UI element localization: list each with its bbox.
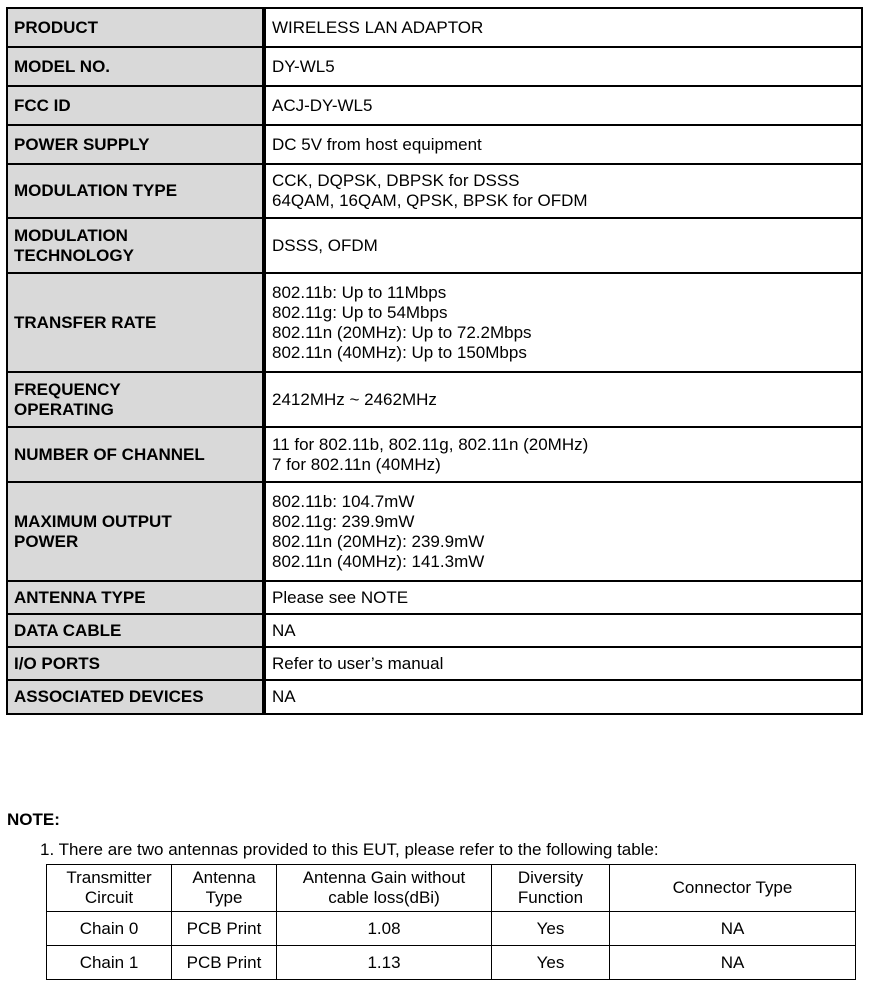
column-header: Transmitter Circuit xyxy=(47,865,172,912)
table-cell: PCB Print xyxy=(172,946,277,980)
spec-label: MODULATION TYPE xyxy=(7,164,264,218)
spec-value: 802.11b: 104.7mW 802.11g: 239.9mW 802.11n (20MHz): 239.9mW 802.11n (40MHz): 141.3mW xyxy=(264,482,862,581)
specification-table xyxy=(6,7,863,715)
spec-value: ACJ-DY-WL5 xyxy=(264,86,862,125)
spec-row-maximum-output-power xyxy=(7,482,862,581)
table-cell: PCB Print xyxy=(172,912,277,946)
spec-value: DY-WL5 xyxy=(264,47,862,86)
spec-label: PRODUCT xyxy=(7,8,264,47)
spec-value: DC 5V from host equipment xyxy=(264,125,862,164)
spec-label: ASSOCIATED DEVICES xyxy=(7,680,264,714)
spec-row-transfer-rate xyxy=(7,273,862,372)
column-header: Antenna Gain without cable loss(dBi) xyxy=(277,865,492,912)
spec-value: Please see NOTE xyxy=(264,581,862,614)
antenna-table xyxy=(46,864,856,980)
spec-label: MODULATION TECHNOLOGY xyxy=(7,218,264,273)
spec-label: FREQUENCY OPERATING xyxy=(7,372,264,427)
antenna-table-header xyxy=(47,865,856,912)
spec-label: DATA CABLE xyxy=(7,614,264,647)
table-cell: NA xyxy=(610,946,856,980)
table-cell: Chain 0 xyxy=(47,912,172,946)
spec-label: TRANSFER RATE xyxy=(7,273,264,372)
spec-value: NA xyxy=(264,680,862,714)
spec-row-product xyxy=(7,8,862,47)
spec-row-fcc-id xyxy=(7,86,862,125)
table-row xyxy=(47,912,856,946)
spec-label: MAXIMUM OUTPUT POWER xyxy=(7,482,264,581)
spec-value: 2412MHz ~ 2462MHz xyxy=(264,372,862,427)
spec-label: NUMBER OF CHANNEL xyxy=(7,427,264,482)
spec-value: WIRELESS LAN ADAPTOR xyxy=(264,8,862,47)
spec-row-model-no xyxy=(7,47,862,86)
spec-label: I/O PORTS xyxy=(7,647,264,680)
table-cell: Chain 1 xyxy=(47,946,172,980)
table-cell: Yes xyxy=(492,946,610,980)
spec-value: DSSS, OFDM xyxy=(264,218,862,273)
table-cell: 1.13 xyxy=(277,946,492,980)
table-cell: NA xyxy=(610,912,856,946)
spec-row-frequency-operating xyxy=(7,372,862,427)
spec-label: FCC ID xyxy=(7,86,264,125)
spec-label: ANTENNA TYPE xyxy=(7,581,264,614)
note-title: NOTE: xyxy=(7,810,60,829)
table-row xyxy=(47,946,856,980)
spec-row-data-cable xyxy=(7,614,862,647)
table-cell: Yes xyxy=(492,912,610,946)
spec-row-io-ports xyxy=(7,647,862,680)
note-text: 1. There are two antennas provided to this EUT, please refer to the following table: xyxy=(40,840,659,859)
column-header: Antenna Type xyxy=(172,865,277,912)
spec-row-modulation-technology xyxy=(7,218,862,273)
spec-label: POWER SUPPLY xyxy=(7,125,264,164)
spec-row-modulation-type xyxy=(7,164,862,218)
spec-value: CCK, DQPSK, DBPSK for DSSS 64QAM, 16QAM, QPSK, BPSK for OFDM xyxy=(264,164,862,218)
spec-value: NA xyxy=(264,614,862,647)
spec-label: MODEL NO. xyxy=(7,47,264,86)
spec-value: 802.11b: Up to 11Mbps 802.11g: Up to 54Mbps 802.11n (20MHz): Up to 72.2Mbps 802.11n (40MHz): Up to 150Mbps xyxy=(264,273,862,372)
column-header: Connector Type xyxy=(610,865,856,912)
spec-row-number-of-channel xyxy=(7,427,862,482)
column-header: Diversity Function xyxy=(492,865,610,912)
spec-value: Refer to user’s manual xyxy=(264,647,862,680)
spec-value: 11 for 802.11b, 802.11g, 802.11n (20MHz) 7 for 802.11n (40MHz) xyxy=(264,427,862,482)
spec-row-power-supply xyxy=(7,125,862,164)
table-cell: 1.08 xyxy=(277,912,492,946)
spec-row-antenna-type xyxy=(7,581,862,614)
spec-row-associated-devices xyxy=(7,680,862,714)
